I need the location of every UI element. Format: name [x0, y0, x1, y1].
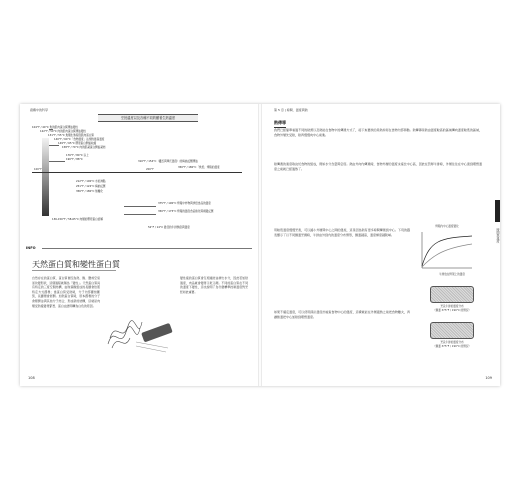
tick-label-low: 100°F [34, 168, 42, 171]
figure-caption-detail: （鍋溫 375°F / 190°C 的情況） [432, 345, 472, 348]
chart-label: 122°F / 50°C 肉的肌肉蛋白質開始變性 [40, 130, 87, 133]
chart-label: 350°F / 175°C 烤箱的溫度食品焦化與褐變反應 [158, 210, 214, 213]
info-title: 天然蛋白質和變性蛋白質 [32, 260, 120, 269]
chapter-tab-label: 時間與溫度 [496, 228, 500, 243]
info-tag: INFO [26, 246, 36, 250]
chart-label: 176°F / 80°C 以上 [66, 154, 89, 157]
body-paragraph: 如果不確定溫度，可以使用探針溫度計檢查食物中心的溫度，這樣就能在外層過熟之前把食物離火，再讓餘溫把中心加熱到理想溫度。 [274, 310, 410, 320]
book-spread [20, 104, 500, 386]
section-heading: 熱傳導 [274, 120, 286, 128]
chapter-tab [495, 200, 500, 222]
chart-label: 350°F / 180°C「烘焙」烤箱的溫度 [178, 166, 220, 169]
chart-label: 158°F / 70°C 肉的肌凝蛋白開始凝結 [62, 146, 106, 149]
thermometer-bar [42, 138, 49, 216]
chart-label: 52°F / 14°C 最佳的牛排熟度與溫度 [148, 226, 190, 229]
chart-label: 140°F / 60°C「食物溫度」法規的最高溫度 [54, 138, 105, 141]
page-number-left: 108 [28, 376, 35, 380]
figure-caption: 烹煮牛排的溫度分布 [440, 341, 464, 344]
body-paragraph: 熱傳遞的速度取決於食物的組成，例如水分含量與密度。熱由外向內傳遞時，食物外層的溫度永遠比中心高，因此在煎厚牛排時，外層往往在中心達到理想溫度之前就已經過熟了。 [274, 162, 482, 172]
running-head-right: 第 5 章 | 時間、溫度與熱 [274, 108, 308, 112]
info-column-2: 變性後的蛋白質會互相連結並擠出水分，因此若加熱過度，肉品就會變得又乾又硬。不同的蛋白質在不同的溫度下變性，這也說明了為什麼精準控制溫度對烹飪如此重要。 [180, 276, 248, 294]
chart-label: 136-150°F / 58-65°C 肉類的膠原蛋白溶解 [52, 218, 103, 221]
figure-caption-detail: （鍋溫 375°F / 190°C 的情況） [432, 309, 472, 312]
body-paragraph: 用較低溫度慢慢烹煮，可以縮小外層與中心之間的溫差，這是因為熱有更多時間傳遞到中心。下頁的圖表顯示了以不同鍋溫烹調時，牛排由外到內的溫度分布情形，鍋溫越高，溫度梯度越陡峭。 [274, 228, 410, 238]
temperature-curve-graph [416, 230, 474, 272]
temperature-axis [32, 172, 242, 173]
page-number-right: 109 [485, 376, 492, 380]
chart-label: 356°F / 180°C 焦糖化 [76, 190, 103, 193]
chart-label: 131°F / 55°C 魚類生熟程度肌肉蛋白質 [48, 134, 95, 137]
info-title-underline [32, 270, 116, 271]
running-head-left: 廚藝中的科學 [30, 108, 49, 112]
protein-illustration [106, 314, 176, 354]
right-page [260, 104, 500, 386]
tick-label-high: 200°F [146, 168, 154, 171]
chart-label: 104°F / 40°C 魚的肌肉蛋白質開始變性 [32, 126, 79, 129]
steak-cross-section-1 [430, 286, 474, 303]
chart-label: 251°F / 122°C 梅納反應 [76, 185, 106, 188]
chart-title: 烹飪溫度以及各種不同的顯著生熟溫度 [98, 114, 198, 122]
graph-title: 烤箱內中心溫度變化 [435, 225, 459, 228]
graph-note: 牛排放在烤架上的溫度 [439, 273, 465, 276]
chart-label: 149°F / 65°C 膠原蛋白開始收縮 [58, 142, 97, 145]
left-page [20, 104, 260, 386]
chart-label: 375°F / 190°C 烤箱中炸物與烘焙食品的溫度 [158, 202, 211, 205]
chart-label: 310°F / 154°C（攝氏與華氏溫度）的梅納反應開始 [138, 160, 198, 163]
figure-caption: 烹煮牛排的溫度分布 [440, 305, 464, 308]
info-rule [42, 248, 252, 249]
book-gutter [258, 104, 262, 386]
steak-cross-section-2 [430, 322, 474, 339]
body-paragraph: 我們已經簡單看過不同的熱源以及熱能在食物中的傳遞方式了，接下來要談的是熱如何在食物內部移動。熱傳導是熱由溫度較高的區域傳向溫度較低的區域，食物外層先受熱，熱再慢慢向中心前進。 [274, 128, 482, 138]
info-column-1: 自然存在的蛋白質，蛋白質會因為熱、酸、鹽或空氣而改變形狀，這個過程就稱為「變性」。天然蛋白質具有特定的三度空間結構，由胺基酸組成的長鏈會依照特定方式摺疊；當蛋白質受熱時，分子內部鍵結斷裂，長鏈便會展開。加熱蛋白質時，原本摺疊的分子會鬆開並與其他分子結合，形成新的結構，這就是肉類受熱後變得緊實、蛋白由透明轉為白色的原因。 [32, 276, 100, 308]
temperature-chart [28, 114, 256, 241]
chart-label: 190°F / 88°C [66, 158, 83, 161]
chart-label: 212°F / 100°C 水的沸點 [76, 180, 106, 183]
